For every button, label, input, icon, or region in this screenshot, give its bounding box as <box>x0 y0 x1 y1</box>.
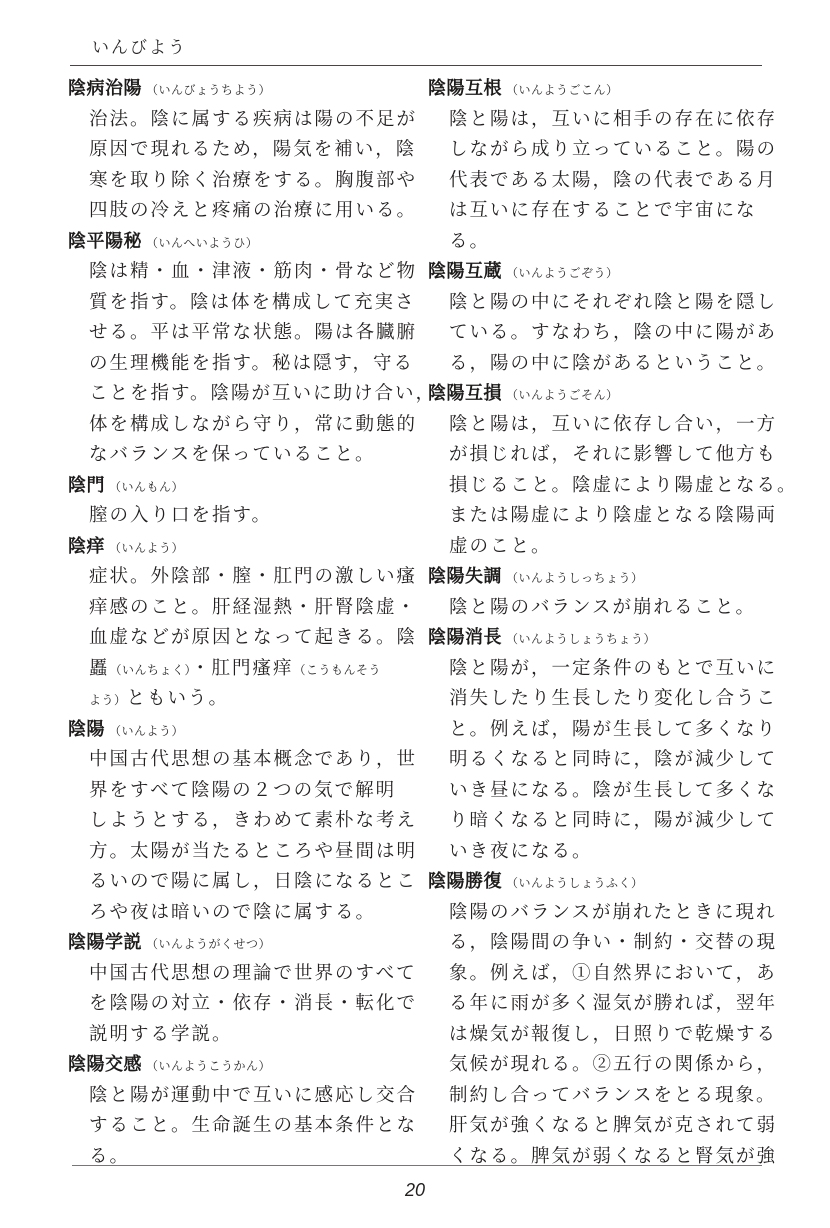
headword-reading: （いんようしょうちょう） <box>506 632 657 646</box>
entry-heading <box>68 227 404 258</box>
definition <box>89 501 404 532</box>
definition-line: または陽虚により陰虚となる陰陽両 <box>449 505 778 526</box>
definition-line: しながら成り立っていること。陽の <box>449 139 778 160</box>
definition-line: 象。例えば，①自然界において，あ <box>449 962 777 984</box>
headword: 陰陽互損 <box>428 383 502 404</box>
definition-line <box>89 684 404 715</box>
definition-line: なバランスを保っていること。 <box>89 444 376 465</box>
inline-reading: （いんちょく） <box>109 662 192 677</box>
headword: 陰陽失調 <box>428 566 502 587</box>
headword: 陰痒 <box>68 535 105 557</box>
headword-reading: （いんようごこん） <box>506 83 619 97</box>
entry-heading <box>68 928 404 959</box>
headword-reading: （いんようしっちょう） <box>506 571 644 585</box>
definition-line: 陰と陽が運動中で互いに感応し交合 <box>89 1084 418 1106</box>
definition <box>89 562 418 715</box>
definition-line: 説明する学説。 <box>89 1023 233 1045</box>
definition-line: 虚のこと。 <box>449 535 552 557</box>
entry-heading <box>68 471 404 502</box>
definition-line: 代表である太陽，陰の代表である月 <box>449 169 778 191</box>
headword: 陰門 <box>68 474 105 496</box>
headword: 陰陽互根 <box>428 78 502 99</box>
definition-line: は互いに存在することで宇宙にな <box>449 200 757 221</box>
headword-reading: （いんようしょうふく） <box>506 876 644 890</box>
definition <box>89 1081 418 1173</box>
headword: 陰陽学説 <box>68 932 142 953</box>
definition-line: 陰陽のバランスが崩れたときに現れ <box>449 901 777 923</box>
definition <box>449 593 764 624</box>
inline-text: ・肛門瘙痒 <box>191 657 294 679</box>
definition-line: る，陽の中に陰があるということ。 <box>449 352 778 374</box>
definition-line: 中国古代思想の理論で世界のすべて <box>89 962 417 984</box>
definition-line: 治法。陰に属する疾病は陽の不足が <box>89 108 418 130</box>
definition-line: は燥気が報復し，日照りで乾燥する <box>449 1023 778 1045</box>
headword-reading: （いんようこうかん） <box>146 1059 272 1073</box>
definition-line: 質を指す。陰は体を構成して充実さ <box>89 291 416 313</box>
definition-line: いき昼になる。陰が生長して多くな <box>449 779 778 801</box>
dictionary-entry <box>68 715 418 929</box>
definition-line: 損じること。陰虚により陽虚となる。 <box>449 474 798 496</box>
definition-line: 痒感のこと。肝経湿熱・肝腎陰虚・ <box>89 596 418 618</box>
definition-line: 陰と陽が，一定条件のもとで互いに <box>449 657 778 679</box>
headword-reading: （いんようごそん） <box>506 388 619 402</box>
definition-line: 四肢の冷えと疼痛の治療に用いる。 <box>89 200 418 221</box>
header-rule <box>70 65 762 66</box>
definition-line: 制約し合ってバランスをとる現象。 <box>449 1084 777 1106</box>
definition-line: 気候が現れる。②五行の関係から， <box>449 1054 778 1075</box>
entry-heading <box>428 379 764 410</box>
definition-line: 原因で現れるため，陽気を補い，陰 <box>89 139 417 160</box>
entry-heading <box>428 867 764 898</box>
definition-line: を陰陽の対立・依存・消長・転化で <box>89 993 418 1014</box>
definition-line: せる。平は平常な状態。陽は各臓腑 <box>89 322 418 343</box>
dictionary-entry <box>428 867 778 1172</box>
definition <box>89 105 418 227</box>
definition-line: 陰と陽のバランスが崩れること。 <box>449 596 756 618</box>
definition <box>449 410 798 563</box>
running-head: いんびよう <box>92 38 187 58</box>
definition-line: 陰は精・血・津液・筋肉・骨など物 <box>89 261 418 282</box>
definition-line: る。 <box>89 1145 131 1167</box>
definition <box>449 898 778 1173</box>
headword: 陰病治陽 <box>68 78 142 99</box>
dictionary-entry <box>68 227 437 471</box>
definition <box>89 959 418 1051</box>
definition-line: すること。生命誕生の基本条件とな <box>89 1115 418 1136</box>
definition-line: いき夜になる。 <box>449 840 593 862</box>
definition-line: り暗くなると同時に，陽が減少して <box>449 810 778 831</box>
definition-line: の生理機能を指す。秘は隠す，守る <box>89 352 415 374</box>
entry-heading <box>68 715 404 746</box>
definition-line: が損じれば，それに影響して他方も <box>449 444 778 465</box>
definition-line: 中国古代思想の基本概念であり，世 <box>89 749 418 770</box>
dictionary-entry <box>428 74 778 257</box>
headword: 陰陽互蔵 <box>428 261 502 282</box>
entry-heading <box>428 623 764 654</box>
definition <box>449 654 778 868</box>
definition-line: 症状。外陰部・膣・肛門の激しい瘙 <box>89 566 418 587</box>
entry-heading <box>68 532 404 563</box>
headword-reading: （いんよう） <box>109 540 185 555</box>
definition-line: くなる。脾気が弱くなると腎気が強 <box>449 1145 778 1167</box>
entry-heading <box>68 1050 404 1081</box>
left-column <box>68 74 437 1172</box>
definition-line: 明るくなると同時に，陰が減少して <box>449 749 778 770</box>
definition <box>449 105 778 258</box>
headword-reading: （いんびょうちよう） <box>146 83 272 97</box>
headword: 陰陽消長 <box>428 627 502 648</box>
definition <box>89 745 418 928</box>
headword-reading: （いんもん） <box>109 479 185 494</box>
headword: 陰平陽秘 <box>68 230 142 252</box>
definition-line: ことを指す。陰陽が互いに助け合い， <box>89 383 437 404</box>
definition <box>449 288 778 380</box>
inline-text: 䘌 <box>89 657 110 679</box>
definition-line: 血虚などが原因となって起きる。陰 <box>89 627 418 648</box>
page-number: 20 <box>404 1180 426 1200</box>
definition-line: 膣の入り口を指す。 <box>89 505 273 526</box>
entry-heading <box>428 74 764 105</box>
definition-line: ろや夜は暗いので陰に属する。 <box>89 901 377 923</box>
definition-line: 寒を取り除く治療をする。胸腹部や <box>89 169 418 191</box>
definition-line: る，陰陽間の争い・制約・交替の現 <box>449 932 778 953</box>
dictionary-entry <box>428 562 764 623</box>
definition-line: 陰と陽は，互いに依存し合い，一方 <box>449 413 778 435</box>
headword: 陰陽 <box>68 718 105 740</box>
definition-line: る年に雨が多く湿気が勝れば，翌年 <box>449 993 778 1014</box>
headword-reading: （いんへいようひ） <box>146 235 259 250</box>
definition-line: 消失したり生長したり変化し合うこ <box>449 688 778 709</box>
dictionary-entry <box>68 74 418 227</box>
definition-line: 陰と陽の中にそれぞれ陰と陽を隠し <box>449 291 778 313</box>
inline-text: ともいう。 <box>126 688 230 709</box>
inline-reading: （こうもんそう <box>293 662 382 677</box>
headword-reading: （いんようごぞう） <box>506 266 619 280</box>
dictionary-entry <box>428 623 778 867</box>
definition-line: る。 <box>449 230 491 252</box>
right-column <box>428 74 798 1172</box>
definition-line: 方。太陽が当たるところや昼間は明 <box>89 840 418 862</box>
headword-reading: （いんようがくせつ） <box>146 937 272 951</box>
headword: 陰陽勝復 <box>428 871 502 892</box>
dictionary-entry <box>68 532 418 715</box>
definition-line: るいので陽に属し，日陰になるとこ <box>89 871 418 892</box>
headword-reading: （いんよう） <box>109 723 185 738</box>
definition-line: しようとする，きわめて素朴な考え <box>89 810 418 831</box>
dictionary-entry <box>428 257 778 379</box>
dictionary-entry <box>68 471 404 532</box>
definition-line: 体を構成しながら守り，常に動態的 <box>89 413 418 435</box>
definition-line: 肝気が強くなると脾気が克されて弱 <box>449 1115 778 1136</box>
inline-reading: よう） <box>89 693 127 707</box>
entry-heading <box>428 257 764 288</box>
definition-line: と。例えば，陽が生長して多くなり <box>449 718 778 740</box>
definition-line: ている。すなわち，陰の中に陽があ <box>449 322 778 343</box>
footer-rule <box>72 1165 762 1166</box>
definition-line <box>89 654 404 685</box>
entry-heading <box>68 74 404 105</box>
dictionary-entry <box>68 928 418 1050</box>
definition <box>89 257 437 471</box>
headword: 陰陽交感 <box>68 1054 142 1075</box>
definition-line: 界をすべて陰陽の２つの気で解明 <box>89 779 397 801</box>
definition-line: 陰と陽は，互いに相手の存在に依存 <box>449 108 778 130</box>
dictionary-entry <box>68 1050 418 1172</box>
dictionary-entry <box>428 379 798 562</box>
entry-heading <box>428 562 764 593</box>
